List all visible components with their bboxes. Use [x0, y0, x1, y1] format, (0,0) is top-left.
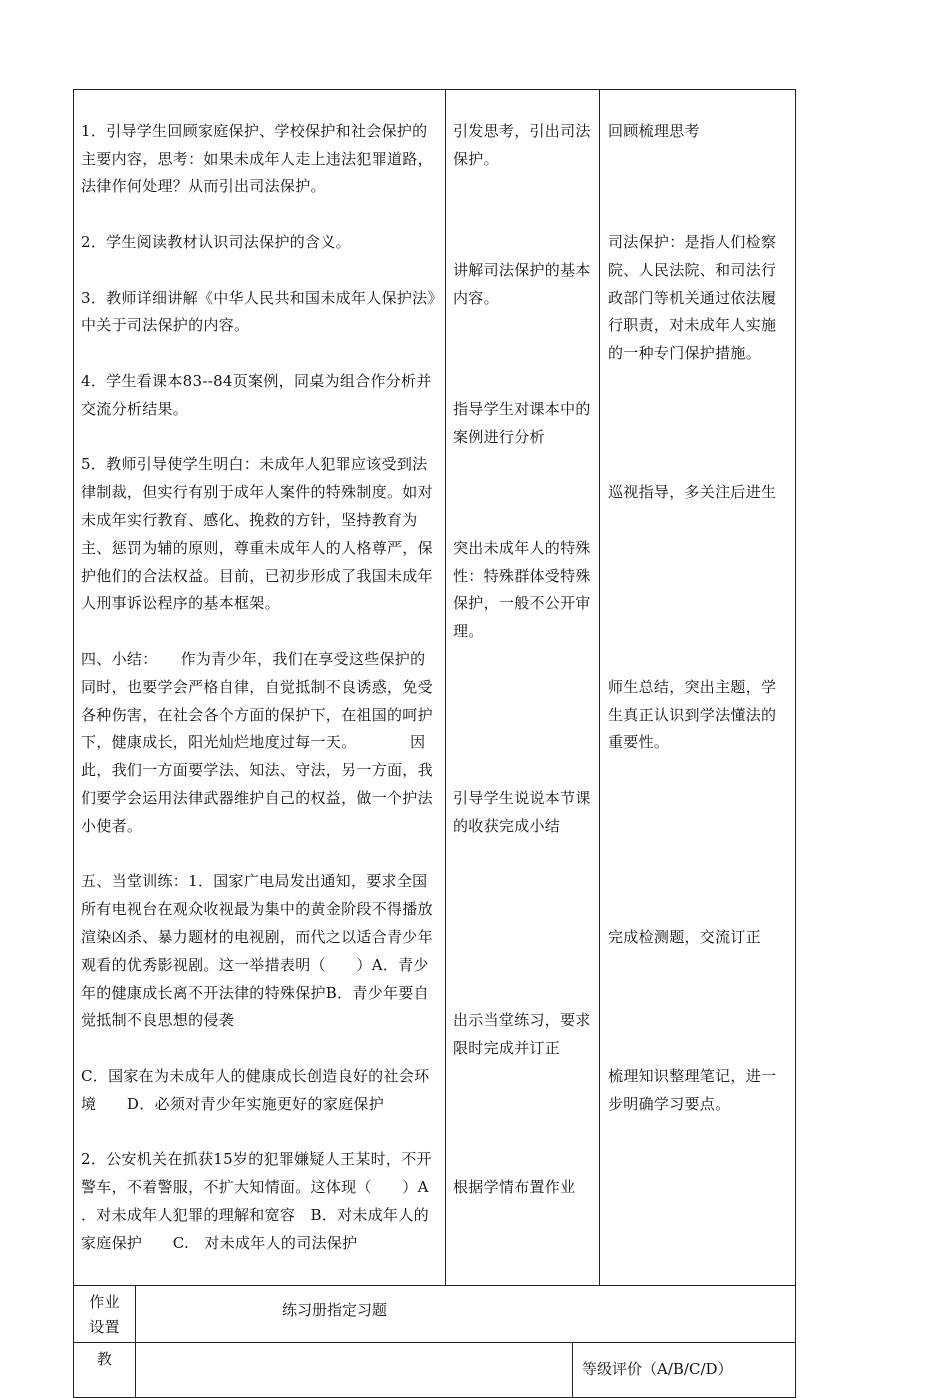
teacher-activity-6: 出示当堂练习，要求限时完成并订正: [453, 1011, 591, 1058]
homework-content-cell: [136, 1286, 796, 1343]
homework-content: 练习册指定习题: [282, 1301, 388, 1320]
homework-row: [74, 1286, 796, 1343]
evaluation-label: 教: [96, 1350, 113, 1369]
summary-para: 四、小结： 作为青少年，我们在享受这些保护的同时，也要学会严格自律，自觉抵制不良诱惑，免受各种伤害，在社会各个方面的保护下，在祖国的呵护下，健康成长，阳光灿烂地度过每一天。 因此，我们一方面要学法、知法、守法，另一方面，我们要学会运用法律武器维护自己的权益，做一个护法小使者。: [81, 649, 433, 835]
evaluation-row: [74, 1343, 796, 1398]
content-para-1: 1．引导学生回顾家庭保护、学校保护和社会保护的主要内容，思考：如果未成年人走上违法犯罪道路，法律作何处理？从而引出司法保护。: [81, 121, 433, 196]
lesson-plan-table: [73, 89, 796, 1398]
teacher-activity-cell: [446, 90, 600, 1286]
teaching-process-row: [74, 90, 796, 1286]
evaluation-label-cell: [74, 1343, 136, 1398]
content-para-2: 2．学生阅读教材认识司法保护的含义。: [81, 232, 351, 251]
student-activity-3: 巡视指导，多关注后进生: [608, 483, 777, 502]
student-activity-cell: [600, 90, 796, 1286]
student-activity-1: 回顾梳理思考: [608, 121, 700, 140]
evaluation-divider: [572, 1343, 573, 1398]
teaching-content-cell: [74, 90, 446, 1286]
teacher-activity-7: 根据学情布置作业: [453, 1178, 576, 1197]
teacher-activity-4: 突出未成年人的特殊性：特殊群体受特殊保护，一般不公开审理。: [453, 538, 591, 641]
exercise-para-2: C．国家在为未成年人的健康成长创造良好的社会环境 D．必须对青少年实施更好的家庭保护: [81, 1066, 430, 1113]
teacher-activity-5: 引导学生说说本节课的收获完成小结: [453, 788, 591, 835]
homework-label-cell: [74, 1286, 136, 1343]
grade-evaluation-label: 等级评价（A/B/C/D）: [582, 1360, 733, 1379]
exercise-para-3: 2．公安机关在抓获15岁的犯罪嫌疑人王某时，不开警车，不着警服，不扩大知情面。这体现（ ）A ．对未成年人犯罪的理解和宽容 B．对未成年人的家庭保护 C. 对未成年人的司法保护: [81, 1150, 432, 1252]
teacher-activity-2: 讲解司法保护的基本内容。: [453, 260, 591, 307]
evaluation-content-cell: [136, 1343, 796, 1398]
content-para-4: 4．学生看课本83--84页案例，同桌为组合作分析并交流分析结果。: [81, 371, 432, 418]
student-activity-6: 梳理知识整理笔记，进一步明确学习要点。: [608, 1066, 777, 1113]
teacher-activity-1: 引发思考，引出司法保护。: [453, 121, 591, 168]
student-activity-4: 师生总结，突出主题，学生真正认识到学法懂法的重要性。: [608, 677, 777, 752]
content-para-3: 3．教师详细讲解《中华人民共和国未成年人保护法》中关于司法保护的内容。: [81, 288, 436, 335]
exercise-para-1: 五、当堂训练：1．国家广电局发出通知，要求全国所有电视台在观众收视最为集中的黄金阶段不得播放渲染凶杀、暴力题材的电视剧，而代之以适合青少年观看的优秀影视剧。这一举措表明（ ）A．青少年的健康成长离不开法律的特殊保护B．青少年要自觉抵制不良思想的侵袭: [81, 872, 433, 1030]
student-activity-5: 完成检测题，交流订正: [608, 927, 762, 946]
content-para-5: 5．教师引导使学生明白：未成年人犯罪应该受到法律制裁，但实行有别于成年人案件的特殊制度。如对未成年实行教育、感化、挽救的方针，坚持教育为主、惩罚为辅的原则，尊重未成年人的人格尊严，保护他们的合法权益。目前，已初步形成了我国未成年人刑事诉讼程序的基本框架。: [81, 455, 433, 613]
student-activity-2: 司法保护：是指人们检察院、人民法院、和司法行政部门等机关通过依法履行职责，对未成年人实施的一种专门保护措施。: [608, 232, 777, 363]
teacher-activity-3: 指导学生对课本中的案例进行分析: [453, 399, 591, 446]
homework-label: 作业 设置: [89, 1293, 120, 1337]
